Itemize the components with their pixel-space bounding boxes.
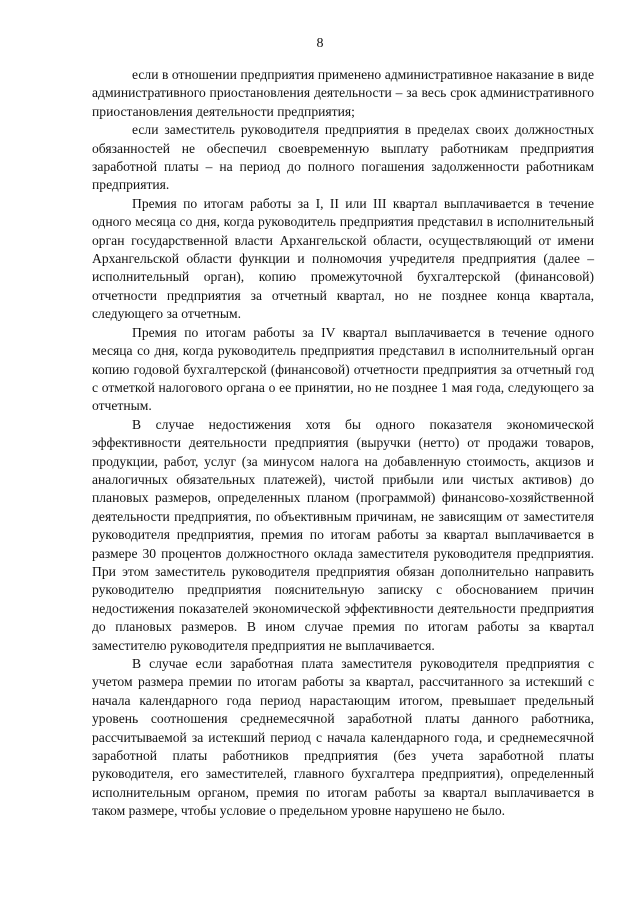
paragraph-salary-cap-bonus: В случае если заработная плата заместителя руководителя предприятия с учетом размера премии по итогам работы за квартал, рассчитанного за истекший с начала календарного года период нарастающим итогом, превышает предельный уровень соотношения среднемесячной заработной платы данного работника, рассчитываемой за истекший период с начала календарного года, и среднемесячной заработной платы работников предприятия (без учета заработной платы руководителя, его заместителей, главного бухгалтера предприятия), определенный исполнительным органом, премия по итогам работы за квартал выплачивается в таком размере, чтобы условие о предельном уровне нарушено не было. [92,656,594,819]
document-body [92,66,594,821]
page-number: 8 [316,36,324,51]
paragraph-quarterly-bonus-timing: Премия по итогам работы за I, II или III квартал выплачивается в течение одного месяца со дня, когда руководитель предприятия представил в исполнительный орган государственной власти Архангельской области, осуществляющий от имени Архангельской области функции и полномочия учредителя предприятия (далее – исполнительный орган), копию промежуточной бухгалтерской (финансовой) отчетности предприятия за отчетный квартал, но не позднее конца квартала, следующего за отчетным. [92,195,594,322]
paragraph-fourth-quarter-bonus: Премия по итогам работы за IV квартал выплачивается в течение одного месяца со дня, когда руководитель предприятия представил в исполнительный орган копию годовой бухгалтерской (финансовой) отчетности предприятия за отчетный год с отметкой налогового органа о ее принятии, но не позднее 1 мая года, следующего за отчетным. [92,324,594,414]
paragraph-administrative-suspension: если в отношении предприятия применено административное наказание в виде административного приостановления деятельности – за весь срок административного приостановления деятельности предприятия; [92,67,594,119]
paragraph-underperformance-bonus: В случае недостижения хотя бы одного показателя экономической эффективности деятельности предприятия (выручки (нетто) от продажи товаров, продукции, работ, услуг (за минусом налога на добавленную стоимость, акцизов и аналогичных обязательных платежей), чистой прибыли или чистых активов) до плановых размеров, определенных планом (программой) финансово-хозяйственной деятельности предприятия, по объективным причинам, не зависящим от заместителя руководителя предприятия, премия по итогам работы за квартал выплачивается в размере 30 процентов должностного оклада заместителя руководителя предприятия. При этом заместитель руководителя предприятия обязан дополнительно направить руководителю предприятия пояснительную записку с обоснованием причин недостижения показателей экономической эффективности деятельности предприятия до плановых размеров. В ином случае премия по итогам работы за квартал заместителю руководителя предприятия не выплачивается. [92,416,594,653]
paragraph-salary-arrears: если заместитель руководителя предприятия в пределах своих должностных обязанностей не обеспечил своевременную выплату работникам предприятия заработной платы – на период до полного погашения задолженности работникам предприятия. [92,122,594,193]
